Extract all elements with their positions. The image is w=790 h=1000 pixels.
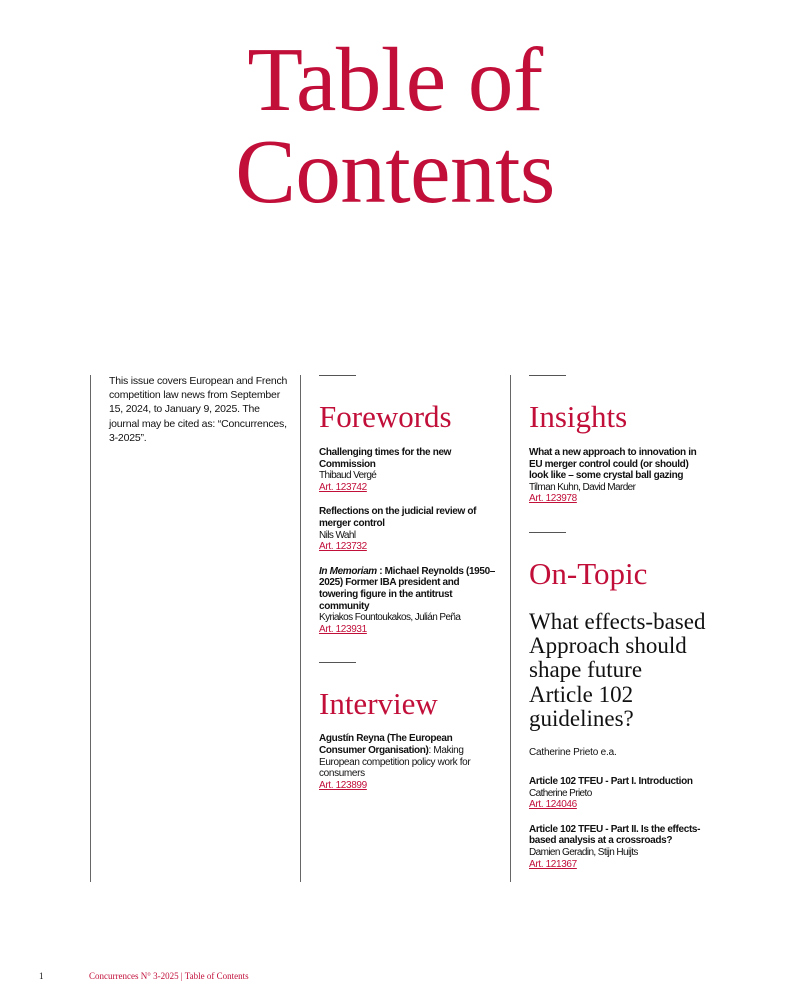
toc-entry <box>529 447 707 505</box>
entry-authors: Kyriakos Fountoukakos, Julián Peña <box>319 612 461 624</box>
right-column <box>529 372 707 870</box>
entry-title: Article 102 TFEU - Part II. Is the effects-based analysis at a crossroads? <box>529 823 701 847</box>
ontopic-question: What effects-based Approach should shape future Article 102 guidelines? <box>529 608 706 731</box>
entry-text <box>319 733 470 779</box>
section-heading-insights: Insights <box>529 399 628 434</box>
entry-authors: Damien Geradin, Stijn Huijts <box>529 846 638 858</box>
column-divider-right <box>510 375 511 882</box>
entry-authors: Catherine Prieto <box>529 787 592 799</box>
toc-entry <box>529 776 707 811</box>
entry-title: Reflections on the judicial review of merger control <box>319 506 477 529</box>
article-link[interactable]: Art. 123931 <box>319 623 367 635</box>
entry-title-italic: In Memoriam <box>319 565 377 577</box>
page-number: 1 <box>39 971 44 981</box>
entry-title: Agustín Reyna (The European Consumer Organisation) <box>319 733 453 756</box>
section-rule <box>529 532 566 533</box>
ontopic-byline: Catherine Prieto e.a. <box>529 746 617 758</box>
entry-title-rest: : Making European competition policy work for consumers <box>319 744 471 780</box>
page-title <box>0 29 790 222</box>
article-link[interactable]: Art. 121367 <box>529 858 577 870</box>
article-link[interactable]: Art. 123742 <box>319 481 367 493</box>
toc-entry <box>319 506 497 552</box>
entry-authors: Nils Wahl <box>319 529 356 541</box>
middle-column <box>319 372 497 791</box>
page-title-line-2: Contents <box>235 121 555 222</box>
entry-title: Article 102 TFEU - Part I. Introduction <box>529 775 693 787</box>
toc-entry <box>529 824 707 870</box>
toc-entry <box>319 733 497 791</box>
article-link[interactable]: Art. 123732 <box>319 541 367 553</box>
footer-caption: Concurrences N° 3-2025 | Table of Contents <box>89 971 249 981</box>
article-link[interactable]: Art. 123899 <box>319 779 367 791</box>
section-rule <box>319 662 356 663</box>
page-footer <box>0 970 790 984</box>
toc-entry <box>319 447 497 493</box>
page-title-line-1: Table of <box>247 29 543 130</box>
section-heading-interview: Interview <box>319 686 438 722</box>
section-heading-ontopic: On-Topic <box>529 555 648 591</box>
section-rule <box>319 375 356 376</box>
section-heading-forewords: Forewords <box>319 399 452 434</box>
issue-intro-text: This issue covers European and French competition law news from September 15, 2024, to January 9, 2025. The journal may be cited as: “Concurrences, 3-2025”. <box>109 375 288 444</box>
toc-entry <box>319 566 497 636</box>
column-divider-middle <box>300 375 301 882</box>
entry-title: What a new approach to innovation in EU merger control could (or should) look like – some crystal ball gazing <box>529 447 697 482</box>
entry-title-rest: : Michael Reynolds (1950–2025) Former IBA president and towering figure in the antitrust community <box>319 565 496 612</box>
article-link[interactable]: Art. 124046 <box>529 799 577 811</box>
section-rule <box>529 375 566 376</box>
article-link[interactable]: Art. 123978 <box>529 493 577 505</box>
entry-authors: Tilman Kuhn, David Marder <box>529 481 636 493</box>
column-divider-left <box>90 375 91 882</box>
entry-authors: Thibaud Vergé <box>319 470 377 482</box>
entry-title: Challenging times for the new Commission <box>319 447 452 470</box>
entry-title <box>319 566 497 612</box>
